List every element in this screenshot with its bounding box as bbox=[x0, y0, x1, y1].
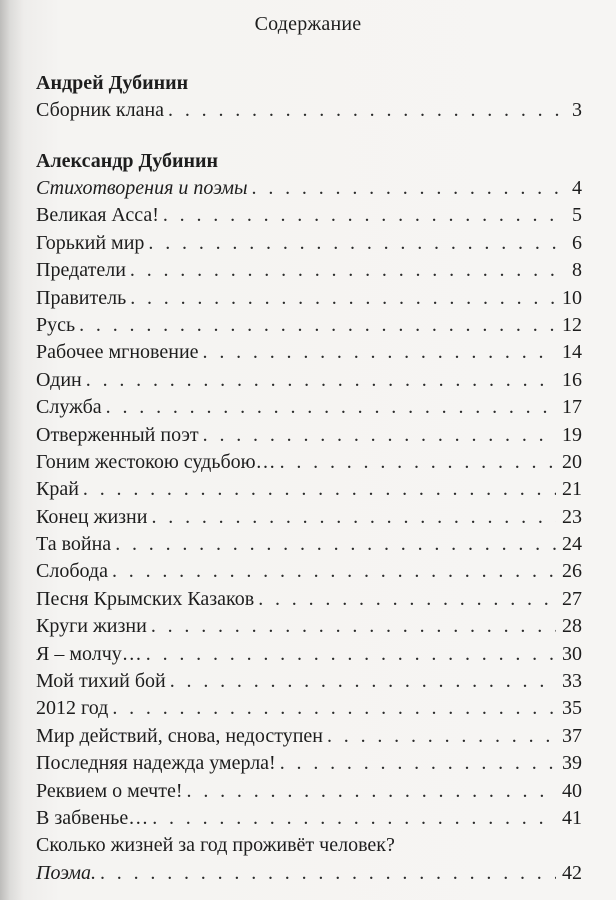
toc-entry-title: Последняя надежда умерла! bbox=[36, 752, 276, 775]
dot-leader bbox=[100, 860, 556, 887]
toc-entry[interactable] bbox=[36, 668, 582, 695]
toc-entry-page: 42 bbox=[562, 861, 582, 884]
toc-entry-title: Край bbox=[36, 478, 79, 501]
toc-entry[interactable] bbox=[36, 202, 582, 229]
dot-leader bbox=[130, 285, 556, 312]
dot-leader bbox=[146, 641, 556, 668]
toc-entry-page: 30 bbox=[562, 642, 582, 665]
toc-entry-page: 12 bbox=[562, 313, 582, 336]
dot-leader bbox=[258, 586, 556, 613]
toc-entry[interactable] bbox=[36, 476, 582, 503]
dot-leader bbox=[151, 613, 556, 640]
toc-entry[interactable] bbox=[36, 805, 582, 832]
toc-entry-page: 4 bbox=[572, 177, 582, 199]
toc-entry-page: 16 bbox=[562, 368, 582, 391]
toc-entry-page: 41 bbox=[562, 806, 582, 829]
dot-leader bbox=[112, 695, 556, 722]
toc-entry-title: Поэма. bbox=[36, 861, 96, 884]
toc-entry-title: Один bbox=[36, 368, 82, 391]
toc-section-andrey bbox=[36, 70, 582, 124]
toc-entry-title: 2012 год bbox=[36, 697, 109, 720]
toc-entry-title-line1[interactable]: Сколько жизней за год проживёт человек? bbox=[36, 834, 395, 857]
toc-entry-title: Русь bbox=[36, 313, 76, 336]
dot-leader bbox=[203, 422, 556, 449]
toc-entry-title: Гоним жестокою судьбою… bbox=[36, 450, 276, 473]
toc-entry-title: Рабочее мгновение bbox=[36, 341, 199, 364]
dot-leader bbox=[203, 339, 556, 366]
dot-leader bbox=[151, 504, 556, 531]
toc-entry-page: 39 bbox=[562, 752, 582, 775]
toc-entry-page: 8 bbox=[572, 259, 582, 282]
toc-entry-list bbox=[36, 175, 582, 832]
toc-entry-page: 14 bbox=[562, 341, 582, 364]
toc-entry[interactable] bbox=[36, 367, 582, 394]
section-author-heading: Андрей Дубинин bbox=[36, 72, 189, 94]
toc-entry[interactable] bbox=[36, 860, 582, 887]
toc-entry-title: Мой тихий бой bbox=[36, 670, 166, 693]
toc-entry[interactable] bbox=[36, 504, 582, 531]
toc-entry-title: Отверженный поэт bbox=[36, 423, 199, 446]
page-title: Содержание bbox=[254, 13, 362, 35]
toc-entry[interactable] bbox=[36, 558, 582, 585]
dot-leader bbox=[280, 750, 556, 777]
toc-entry-page: 10 bbox=[562, 286, 582, 309]
dot-leader bbox=[163, 202, 566, 229]
toc-entry-title: Та война bbox=[36, 533, 112, 556]
toc-entry[interactable] bbox=[36, 230, 582, 257]
dot-leader bbox=[130, 257, 566, 284]
toc-entry[interactable] bbox=[36, 695, 582, 722]
toc-entry-title: Слобода bbox=[36, 560, 108, 583]
toc-entry-page: 24 bbox=[562, 533, 582, 556]
toc-entry[interactable] bbox=[36, 723, 582, 750]
toc-entry-page: 40 bbox=[562, 779, 582, 802]
toc-entry-title: Предатели bbox=[36, 259, 126, 282]
toc-entry[interactable] bbox=[36, 422, 582, 449]
dot-leader bbox=[170, 668, 556, 695]
toc-entry[interactable] bbox=[36, 449, 582, 476]
toc-entry-page: 37 bbox=[562, 724, 582, 747]
toc-entry-page: 28 bbox=[562, 615, 582, 638]
toc-entry-page: 26 bbox=[562, 560, 582, 583]
toc-entry[interactable] bbox=[36, 641, 582, 668]
dot-leader bbox=[148, 230, 566, 257]
dot-leader bbox=[106, 394, 556, 421]
toc-entry[interactable] bbox=[36, 175, 582, 202]
toc-entry-page: 19 bbox=[562, 423, 582, 446]
dot-leader bbox=[79, 312, 556, 339]
toc-entry-page: 21 bbox=[562, 478, 582, 501]
toc-entry-page: 20 bbox=[562, 450, 582, 473]
dot-leader bbox=[280, 449, 556, 476]
dot-leader bbox=[115, 531, 556, 558]
toc-entry-title: Служба bbox=[36, 396, 102, 419]
toc-entry[interactable] bbox=[36, 750, 582, 777]
toc-entry-page: 23 bbox=[562, 505, 582, 528]
toc-entry-title: Мир действий, снова, недоступен bbox=[36, 724, 323, 747]
toc-entry[interactable] bbox=[36, 97, 582, 124]
toc-entry-page: 6 bbox=[572, 231, 582, 254]
toc-entry-page: 17 bbox=[562, 396, 582, 419]
toc-entry-page: 3 bbox=[572, 99, 582, 121]
dot-leader bbox=[86, 367, 556, 394]
dot-leader bbox=[152, 805, 556, 832]
dot-leader bbox=[168, 97, 566, 124]
dot-leader bbox=[83, 476, 556, 503]
toc-entry-title: Песня Крымских Казаков bbox=[36, 587, 255, 610]
toc-entry-title: Правитель bbox=[36, 286, 127, 309]
toc-entry[interactable] bbox=[36, 778, 582, 805]
toc-entry-title: Я – молчу… bbox=[36, 642, 142, 665]
toc-entry[interactable] bbox=[36, 312, 582, 339]
toc-entry-title: Реквием о мечте! bbox=[36, 779, 183, 802]
dot-leader bbox=[252, 175, 566, 202]
toc-entry-title: Великая Асса! bbox=[36, 204, 159, 227]
toc-entry-page: 33 bbox=[562, 670, 582, 693]
toc-entry-title: Конец жизни bbox=[36, 505, 148, 528]
toc-entry-title: Круги жизни bbox=[36, 615, 147, 638]
toc-entry-page: 35 bbox=[562, 697, 582, 720]
toc-entry[interactable] bbox=[36, 339, 582, 366]
toc-entry-page: 27 bbox=[562, 587, 582, 610]
toc-entry[interactable] bbox=[36, 394, 582, 421]
dot-leader bbox=[187, 778, 556, 805]
toc-entry[interactable] bbox=[36, 285, 582, 312]
toc-section-alexander bbox=[36, 148, 582, 887]
toc-entry-title: Сборник клана bbox=[36, 99, 165, 121]
toc-entry[interactable] bbox=[36, 586, 582, 613]
section-author-heading: Александр Дубинин bbox=[36, 150, 219, 172]
toc-entry-title: В забвенье… bbox=[36, 806, 149, 829]
dot-leader bbox=[327, 723, 556, 750]
toc-entry[interactable] bbox=[36, 613, 582, 640]
toc-entry-title: Горький мир bbox=[36, 231, 145, 254]
toc-entry[interactable] bbox=[36, 531, 582, 558]
toc-entry[interactable] bbox=[36, 257, 582, 284]
toc-entry-title: Стихотворения и поэмы bbox=[36, 177, 248, 199]
dot-leader bbox=[112, 558, 556, 585]
toc-entry-page: 5 bbox=[572, 204, 582, 227]
